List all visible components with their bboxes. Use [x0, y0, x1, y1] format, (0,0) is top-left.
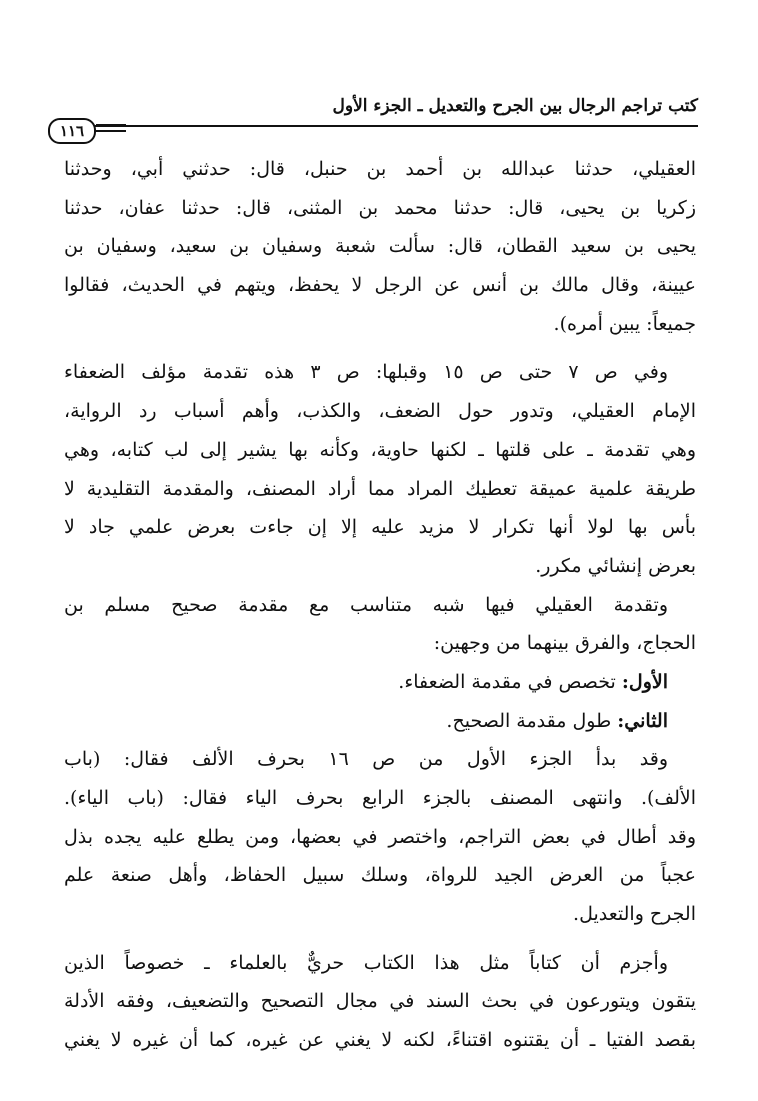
text-line: الألف). وانتهى المصنف بالجزء الرابع بحرف الياء فقال: (باب الياء).	[64, 787, 696, 809]
page-number-ornament	[96, 124, 126, 136]
list-item-label: الثاني:	[617, 709, 668, 732]
list-item-text: طول مقدمة الصحيح.	[446, 709, 612, 732]
text-line: طريقة علمية عميقة تعطيك المراد مما أراد المصنف، والمقدمة التقليدية لا	[64, 477, 696, 500]
page-number: ١١٦	[48, 118, 96, 144]
text-line: وأجزم أن كتاباً مثل هذا الكتاب حريٌّ بالعلماء ـ خصوصاً الذين	[64, 951, 668, 974]
text-line: بأس بها لولا أنها تكرار لا مزيد عليه إلا إن جاءت بعرض علمي جاد لا	[64, 516, 696, 539]
text-line: الإمام العقيلي، وتدور حول الضعف، والكذب، وأهم أسباب رد الرواية،	[64, 400, 696, 423]
running-header	[62, 96, 698, 124]
text-line: جميعاً: يبين أمره).	[553, 312, 696, 335]
text-line: وهي تقدمة ـ على قلتها ـ لكنها حاوية، وكأنه بها يشير إلى لب كتابه، وهي	[64, 438, 696, 461]
text-line: وفي ص ٧ حتى ص ١٥ وقبلها: ص ٣ هذه تقدمة مؤلف الضعفاء	[64, 361, 668, 384]
header-title: كتب تراجم الرجال بين الجرح والتعديل ـ الجزء الأول	[332, 96, 698, 116]
text-line: يحيى بن سعيد القطان، قال: سألت شعبة وسفيان بن سعيد، وسفيان بن	[64, 235, 696, 258]
text-line: وقد أطال في بعض التراجم، واختصر في بعضها، ومن يطلع عليه يجده بذل	[64, 825, 696, 848]
text-line: وتقدمة العقيلي فيها شبه متناسب مع مقدمة صحيح مسلم بن	[64, 593, 668, 616]
text-line: زكريا بن يحيى، قال: حدثنا محمد بن المثنى، قال: حدثنا عفان، حدثنا	[64, 196, 696, 219]
text-line: بقصد الفتيا ـ أن يقتنوه اقتناءً، لكنه لا يغني عن غيره، كما أن غيره لا يغني	[64, 1029, 696, 1052]
text-line: الحجاج، والفرق بينهما من وجهين:	[433, 632, 696, 655]
text-line: الجرح والتعديل.	[573, 903, 696, 926]
text-line: عجباً من العرض الجيد للرواة، وسلك سبيل الحفاظ، وأهل صنعة علم	[64, 864, 696, 887]
list-item	[64, 663, 696, 702]
list-item-text: تخصص في مقدمة الضعفاء.	[398, 670, 616, 693]
text-line: وقد بدأ الجزء الأول من ص ١٦ بحرف الألف فقال: (باب	[64, 748, 668, 771]
header-rule	[62, 125, 698, 127]
text-line: عيينة، وقال مالك بن أنس عن الرجل لا يحفظ، ويتهم في الحديث، فقالوا	[64, 274, 696, 297]
list-item-label: الأول:	[621, 670, 668, 693]
text-line: بعرض إنشائي مكرر.	[535, 554, 696, 577]
body-text	[64, 150, 696, 1060]
text-line: العقيلي، حدثنا عبدالله بن أحمد بن حنبل، قال: حدثني أبي، وحدثنا	[64, 158, 696, 180]
list-item	[64, 702, 696, 741]
page-number-block	[48, 118, 126, 146]
text-line: يتقون ويتورعون في بحث السند في مجال التصحيح والتضعيف، وفقه الأدلة	[64, 990, 696, 1013]
